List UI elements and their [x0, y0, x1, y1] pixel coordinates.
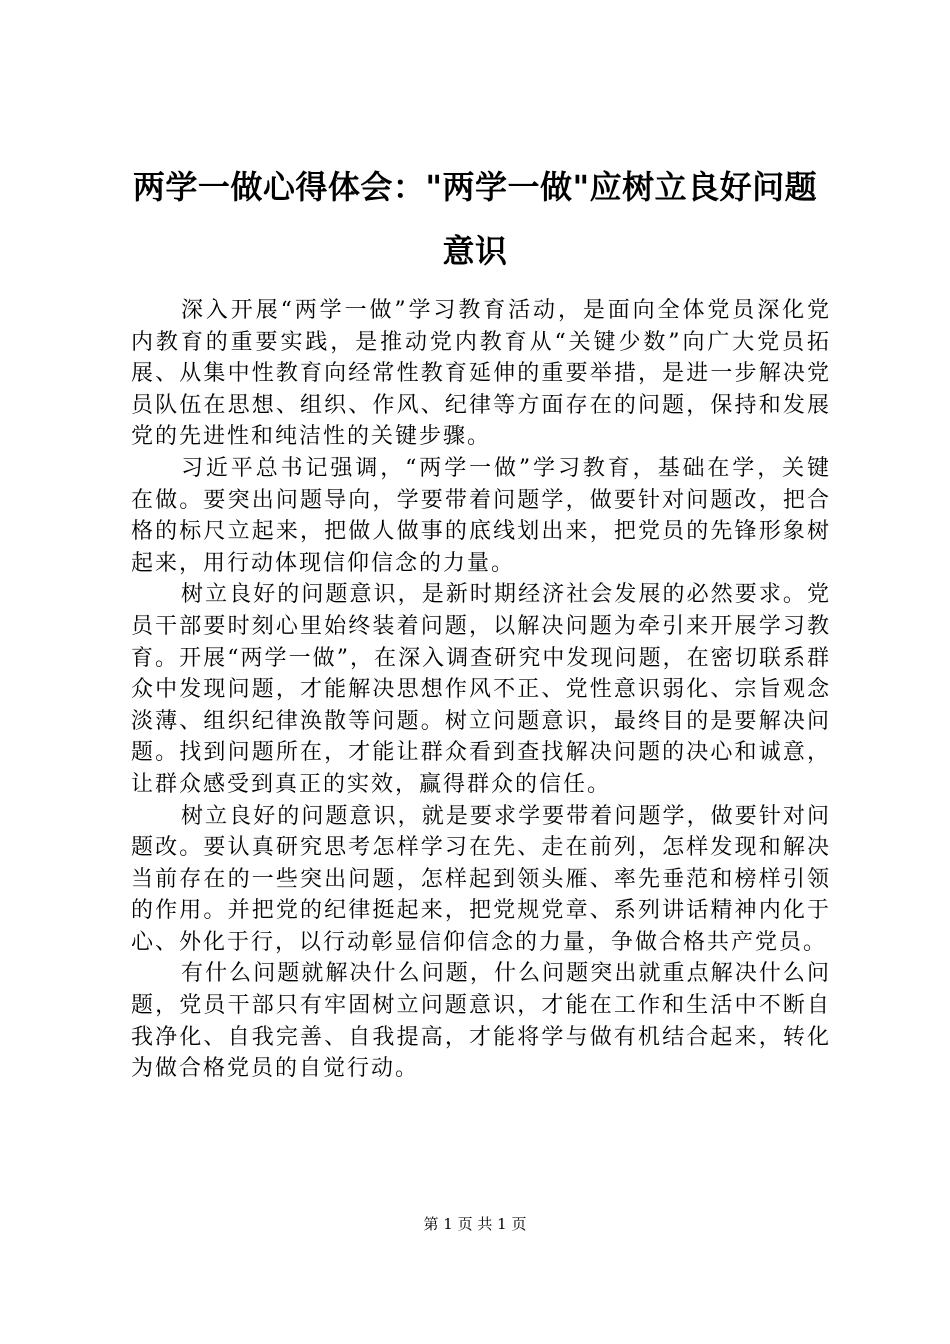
document-body	[131, 295, 831, 1085]
paragraph-3: 树立良好的问题意识，是新时期经济社会发展的必然要求。党员干部要时刻心里始终装着问题，以解决问题为牵引来开展学习教育。开展“两学一做”，在深入调查研究中发现问题，在密切联系群众中发现问题，才能解决思想作风不正、党性意识弱化、宗旨观念淡薄、组织纪律涣散等问题。树立问题意识，最终目的是要解决问题。找到问题所在，才能让群众看到查找解决问题的决心和诚意，让群众感受到真正的实效，赢得群众的信任。	[131, 582, 831, 797]
paragraph-5: 有什么问题就解决什么问题，什么问题突出就重点解决什么问题，党员干部只有牢固树立问题意识，才能在工作和生活中不断自我净化、自我完善、自我提高，才能将学与做有机结合起来，转化为做合格党员的自觉行动。	[131, 961, 831, 1082]
document-title: 两学一做心得体会："两学一做"应树立良好问题意识	[132, 168, 818, 270]
page-footer: 第 1 页 共 1 页	[423, 1215, 527, 1233]
paragraph-1: 深入开展“两学一做”学习教育活动，是面向全体党员深化党内教育的重要实践，是推动党内教育从“关键少数”向广大党员拓展、从集中性教育向经常性教育延伸的重要举措，是进一步解决党员队伍在思想、组织、作风、纪律等方面存在的问题，保持和发展党的先进性和纯洁性的关键步骤。	[131, 298, 831, 450]
paragraph-2: 习近平总书记强调，“两学一做”学习教育，基础在学，关键在做。要突出问题导向，学要带着问题学，做要针对问题改，把合格的标尺立起来，把做人做事的底线划出来，把党员的先锋形象树起来，用行动体现信仰信念的力量。	[131, 455, 831, 576]
paragraph-4: 树立良好的问题意识，就是要求学要带着问题学，做要针对问题改。要认真研究思考怎样学习在先、走在前列，怎样发现和解决当前存在的一些突出问题，怎样起到领头雁、率先垂范和榜样引领的作用。并把党的纪律挺起来，把党规党章、系列讲话精神内化于心、外化于行，以行动彰显信仰信念的力量，争做合格共产党员。	[131, 803, 831, 955]
